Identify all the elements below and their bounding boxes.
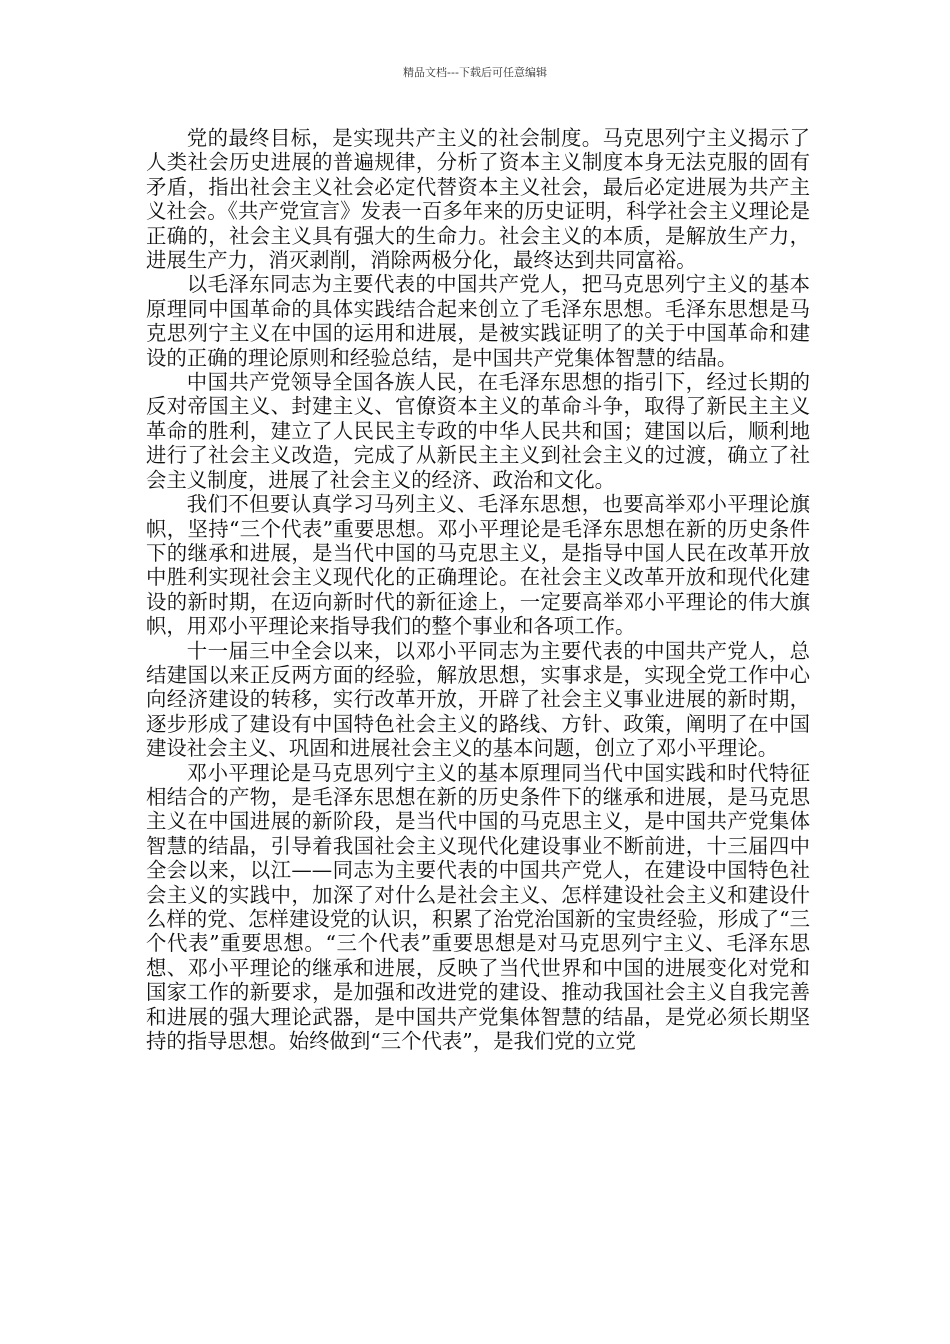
document-body [146,126,810,1053]
paragraph-1: 党的最终目标，是实现共产主义的社会制度。马克思列宁主义揭示了人类社会历史进展的普遍规律，分析了资本主义制度本身无法克服的固有矛盾，指出社会主义社会必定代替资本主义社会，最后必定进展为共产主义社会。《共产党宣言》发表一百多年来的历史证明，科学社会主义理论是正确的，社会主义具有强大的生命力。社会主义的本质，是解放生产力，进展生产力，消灭剥削，消除两极分化，最终达到共同富裕。 [146,126,810,273]
paragraph-4: 我们不但要认真学习马列主义、毛泽东思想，也要高举邓小平理论旗帜，坚持“三个代表”重要思想。邓小平理论是毛泽东思想在新的历史条件下的继承和进展，是当代中国的马克思主义，是指导中国人民在改革开放中胜利实现社会主义现代化的正确理论。在社会主义改革开放和现代化建设的新时期，在迈向新时代的新征途上，一定要高举邓小平理论的伟大旗帜，用邓小平理论来指导我们的整个事业和各项工作。 [146,492,810,639]
paragraph-2: 以毛泽东同志为主要代表的中国共产党人，把马克思列宁主义的基本原理同中国革命的具体实践结合起来创立了毛泽东思想。毛泽东思想是马克思列宁主义在中国的运用和进展，是被实践证明了的关于中国革命和建设的正确的理论原则和经验总结，是中国共产党集体智慧的结晶。 [146,272,810,370]
paragraph-6: 邓小平理论是马克思列宁主义的基本原理同当代中国实践和时代特征相结合的产物，是毛泽东思想在新的历史条件下的继承和进展，是马克思主义在中国进展的新阶段，是当代中国的马克思主义，是中国共产党集体智慧的结晶，引导着我国社会主义现代化建设事业不断前进，十三届四中全会以来，以江——同志为主要代表的中国共产党人，在建设中国特色社会主义的实践中，加深了对什么是社会主义、怎样建设社会主义和建设什么样的党、怎样建设党的认识，积累了治党治国新的宝贵经验，形成了“三个代表”重要思想。“三个代表”重要思想是对马克思列宁主义、毛泽东思想、邓小平理论的继承和进展，反映了当代世界和中国的进展变化对党和国家工作的新要求，是加强和改进党的建设、推动我国社会主义自我完善和进展的强大理论武器，是中国共产党集体智慧的结晶，是党必须长期坚持的指导思想。始终做到“三个代表”，是我们党的立党 [146,760,810,1054]
paragraph-5: 十一届三中全会以来，以邓小平同志为主要代表的中国共产党人，总结建国以来正反两方面的经验，解放思想，实事求是，实现全党工作中心向经济建设的转移，实行改革开放，开辟了社会主义事业进展的新时期，逐步形成了建设有中国特色社会主义的路线、方针、政策，阐明了在中国建设社会主义、巩固和进展社会主义的基本问题，创立了邓小平理论。 [146,638,810,761]
page-header: 精品文档---下载后可任意编辑 [403,66,547,79]
paragraph-3: 中国共产党领导全国各族人民，在毛泽东思想的指引下，经过长期的反对帝国主义、封建主义、官僚资本主义的革命斗争，取得了新民主主义革命的胜利，建立了人民民主专政的中华人民共和国；建国以后，顺利地进行了社会主义改造，完成了从新民主主义到社会主义的过渡，确立了社会主义制度，进展了社会主义的经济、政治和文化。 [146,370,810,492]
